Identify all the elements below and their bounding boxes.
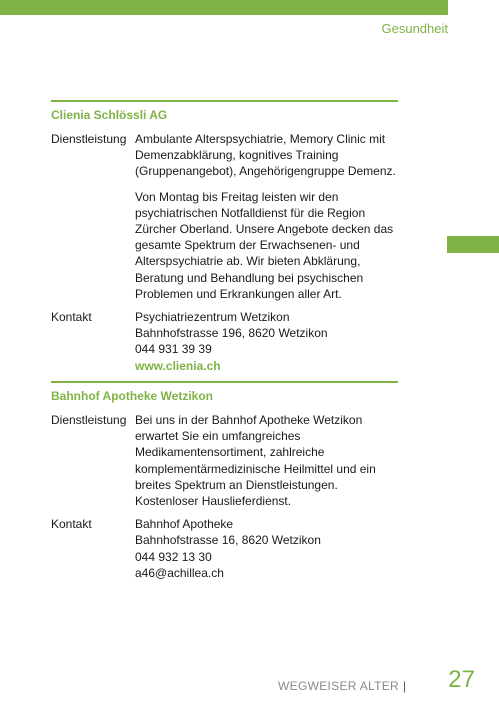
service-label: Dienstleistung <box>51 413 127 427</box>
publication-title: WEGWEISER ALTER <box>278 679 399 693</box>
contact-label: Kontakt <box>51 517 92 532</box>
website-link[interactable]: www.clienia.ch <box>135 358 221 373</box>
contact-phone: 044 931 39 39 <box>135 342 212 357</box>
contact-body <box>135 516 398 581</box>
service-body <box>135 412 398 509</box>
side-tab-marker <box>447 236 499 253</box>
service-body <box>135 131 398 302</box>
contact-phone: 044 932 13 30 <box>135 549 212 564</box>
contact-address: Bahnhofstrasse 196, 8620 Wetzikon <box>135 326 328 341</box>
footer-separator: | <box>403 679 407 693</box>
contact-row <box>51 309 398 374</box>
service-paragraph: Ambulante Alterspsychiatrie, Memory Clinic mit Demenzabklärung, kognitives Training (Gruppenangebot), Angehörigengruppe Demenz. <box>135 132 396 179</box>
contact-body <box>135 309 398 374</box>
entry-bahnhof-apotheke <box>51 381 398 581</box>
contact-name: Psychiatriezentrum Wetzikon <box>135 310 290 325</box>
contact-row <box>51 516 398 581</box>
contact-address: Bahnhofstrasse 16, 8620 Wetzikon <box>135 533 321 548</box>
service-row <box>51 131 398 302</box>
entry-title: Bahnhof Apotheke Wetzikon <box>51 381 398 403</box>
service-paragraph: Von Montag bis Freitag leisten wir den psychiatrischen Notfalldienst für die Region Zürcher Oberland. Unsere Angebote decken das gesamte Spektrum der Erwachsenen- und Alterspsychiatrie ab. Wir bieten Abklärung, Beratung und Behandlung bei psychischen Problemen und Erkrankungen aller Art. <box>135 189 394 301</box>
contact-label: Kontakt <box>51 310 92 325</box>
service-label: Dienstleistung <box>51 132 127 146</box>
service-row <box>51 412 398 509</box>
section-label: Gesundheit <box>381 21 448 36</box>
entry-clienia <box>51 100 398 374</box>
page-number: 27 <box>448 666 475 693</box>
service-paragraph: Bei uns in der Bahnhof Apotheke Wetzikon erwartet Sie ein umfangreiches Medikamentensortiment, zahlreiche komplementärmedizinische Heilmittel und ein breites Spektrum an Dienstleistungen. <box>135 413 376 492</box>
service-paragraph: Kostenloser Hauslieferdienst. <box>135 494 292 509</box>
contact-name: Bahnhof Apotheke <box>135 517 234 532</box>
entry-title: Clienia Schlössli AG <box>51 100 398 122</box>
contact-email[interactable]: a46@achillea.ch <box>135 565 224 580</box>
top-accent-bar <box>0 0 448 15</box>
